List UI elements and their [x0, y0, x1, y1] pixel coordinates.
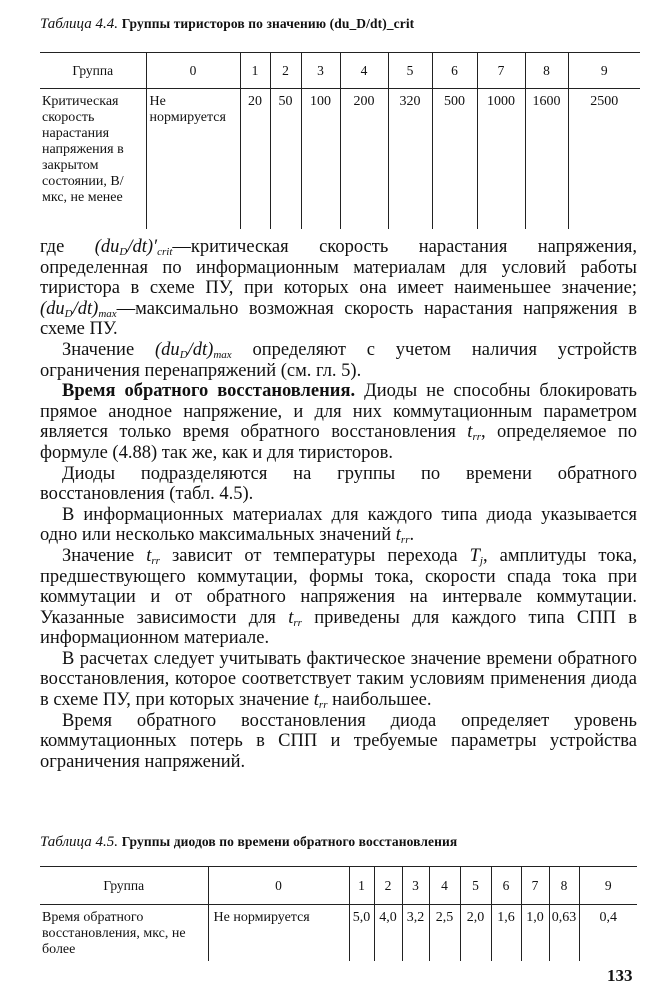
paragraph-6: Значение $t_{rr}$ зависит от температуры перехода $T_j$, амплитуды тока, предшествующего коммутации, формы тока, скорости спада тока при коммутации и от обратного напряжения на интервале коммутации. Указанные зависимости для $t_{rr}$ приведены для каждого типа СПП в информационном материале.: [40, 545, 637, 649]
table-4-4-group-5: 5: [388, 53, 432, 89]
table-4-4-value-8: 1600: [525, 89, 568, 229]
table-4-5-label: Таблица 4.5.: [40, 834, 118, 850]
table-4-5-header-row: [40, 867, 637, 905]
table-4-4-group-6: 6: [432, 53, 477, 89]
paragraph-1: где $(du_D/dt)'_{crit}—критическая$ скорость нарастания напряжения, определенная по информационным материалам для условий работы тиристора в схеме ПУ, при которых она имеет наименьшее значение; $(du_D/dt)_{max}—максимально$ возможная скорость нарастания напряжения в схеме ПУ.: [40, 237, 637, 340]
table-4-4-value-3: 100: [301, 89, 340, 229]
table-4-5-title: Группы диодов по времени обратного восстановления: [121, 834, 458, 849]
table-4-4-value-6: 500: [432, 89, 477, 229]
table-4-4-label: Таблица 4.4.: [40, 16, 118, 32]
table-4-5-value-2: 4,0: [374, 905, 402, 961]
table-4-5-value-0: Не нормируется: [208, 905, 349, 961]
table-4-4-value-1: 20: [240, 89, 270, 229]
table-4-4-value-7: 1000: [477, 89, 525, 229]
table-4-5-group-7: 7: [521, 867, 549, 905]
paragraph-7: В расчетах следует учитывать фактическое значение времени обратного восстановления, которое соответствует таким условиям применения диода в схеме ПУ, при которых значение $t_{rr}$ наибольшее.: [40, 648, 637, 712]
table-4-5-value-8: 0,63: [549, 905, 579, 961]
table-4-5-group-1: 1: [349, 867, 374, 905]
table-4-4-header-group: Группа: [40, 53, 146, 89]
table-4-4-group-8: 8: [525, 53, 568, 89]
table-4-4-group-3: 3: [301, 53, 340, 89]
table-4-5-value-6: 1,6: [491, 905, 521, 961]
table-4-5-group-5: 5: [460, 867, 491, 905]
paragraph-2: Значение $(du_D/dt)_{max}$ определяют с учетом наличия устройств ограничения перенапряжений (см. гл. 5).: [40, 339, 638, 381]
table-4-4-header-row: [40, 53, 640, 89]
table-4-5-group-4: 4: [429, 867, 460, 905]
table-4-5: [40, 866, 637, 961]
table-4-4-group-4: 4: [340, 53, 388, 89]
table-4-4-title: Группы тиристоров по значению (du_D/dt)_crit: [121, 16, 415, 31]
table-4-4-group-0: 0: [146, 53, 240, 89]
table-4-5-row-label: Время обратного восстановления, мкс, не более: [42, 910, 186, 957]
paragraph-8: Время обратного восстановления диода определяет уровень коммутационных потерь в СПП и требуемые параметры устройства ограничения напряжений.: [40, 710, 637, 772]
table-4-5-group-8: 8: [549, 867, 579, 905]
table-4-4-value-2: 50: [270, 89, 301, 229]
table-4-5-caption: [40, 834, 457, 851]
table-4-4: [40, 52, 640, 229]
table-4-4-group-1: 1: [240, 53, 270, 89]
table-4-5-group-6: 6: [491, 867, 521, 905]
table-4-5-value-5: 2,0: [460, 905, 491, 961]
table-4-5-value-7: 1,0: [521, 905, 549, 961]
paragraph-3: Время обратного восстановления. Диоды не способны блокировать прямое анодное напряжение, и для них коммутационным параметром является только время обратного восстановления $t_{rr}$, определяемое по формуле (4.88) так же, как и для тиристоров.: [40, 381, 637, 463]
table-4-5-data-row: [40, 905, 637, 961]
table-4-4-value-0: Не нормируется: [146, 89, 240, 229]
table-4-5-value-9: 0,4: [579, 905, 637, 961]
page-number: 133: [607, 966, 633, 985]
body-text: [40, 237, 637, 772]
table-4-4-value-9: 2500: [568, 89, 640, 229]
table-4-4-value-4: 200: [340, 89, 388, 229]
paragraph-4: Диоды подразделяются на группы по времени обратного восстановления (табл. 4.5).: [40, 463, 637, 505]
section-heading: Время обратного восстановления.: [62, 381, 356, 402]
table-4-4-value-5: 320: [388, 89, 432, 229]
paragraph-5: В информационных материалах для каждого типа диода указывается одно или несколько максимальных значений $t_{rr}$.: [40, 504, 637, 547]
table-4-4-data-row: [40, 89, 640, 229]
table-4-5-group-3: 3: [402, 867, 429, 905]
table-4-4-row-label: Критическая скорость нарастания напряжения в закрытом состоянии, В/мкс, не менее: [42, 94, 124, 205]
table-4-5-value-1: 5,0: [349, 905, 374, 961]
table-4-4-caption: [40, 16, 414, 33]
table-4-4-group-7: 7: [477, 53, 525, 89]
table-4-4-group-9: 9: [568, 53, 640, 89]
table-4-5-value-3: 3,2: [402, 905, 429, 961]
table-4-4-group-2: 2: [270, 53, 301, 89]
table-4-5-group-9: 9: [579, 867, 637, 905]
table-4-5-group-0: 0: [208, 867, 349, 905]
table-4-5-header-group: Группа: [40, 867, 208, 905]
table-4-5-value-4: 2,5: [429, 905, 460, 961]
table-4-5-group-2: 2: [374, 867, 402, 905]
